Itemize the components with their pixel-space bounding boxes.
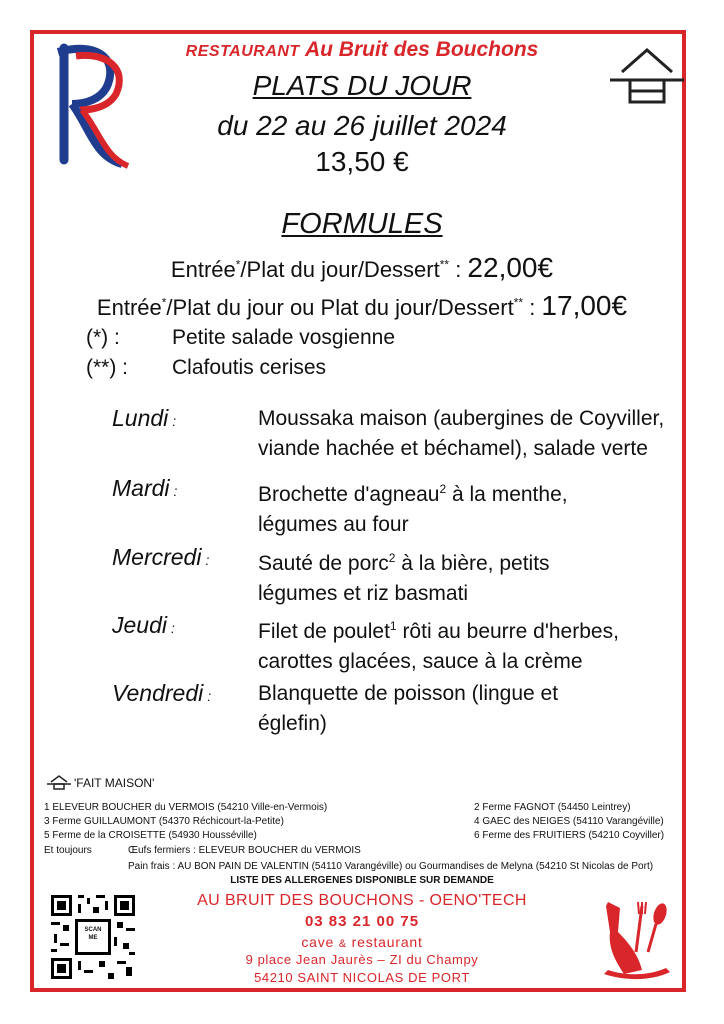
formule-1-mark2: **: [439, 257, 450, 272]
day-label: Jeudi: [112, 612, 167, 638]
formule-2-ou: ou: [289, 295, 315, 320]
sources-right: [474, 801, 664, 843]
day-label: Lundi: [112, 405, 169, 431]
day-colon: :: [207, 688, 212, 704]
dish-lundi: [258, 404, 664, 464]
address-line-2: 54210 SAINT NICOLAS DE PORT: [254, 970, 470, 985]
day-lundi: [112, 405, 176, 432]
restaurant-prefix: RESTAURANT: [185, 43, 300, 60]
allergenes-line: LISTE DES ALLERGENES DISPONIBLE SUR DEMANDE: [230, 875, 494, 886]
day-mardi: [112, 475, 177, 502]
formule-1-mark: *: [235, 257, 241, 272]
oeufs-line: Œufs fermiers : ELEVEUR BOUCHER du VERMOIS: [128, 845, 361, 856]
formule-2-text3: Plat du jour/Dessert: [314, 295, 514, 320]
dish-line: Sauté de porc: [258, 552, 389, 575]
et-toujours: Et toujours: [44, 845, 92, 856]
source-item: 3 Ferme GUILLAUMONT (54370 Réchicourt-la-Petite): [44, 816, 284, 827]
formule-1-text: Entrée: [170, 257, 236, 282]
day-colon: :: [172, 413, 177, 429]
day-vendredi: [112, 680, 211, 707]
pain-line: Pain frais : AU BON PAIN DE VALENTIN (54110 Varangéville) ou Gourmandises de Melyna (54210 St Nicolas de Port): [128, 861, 654, 872]
qr-code[interactable]: [48, 892, 138, 982]
plats-title: PLATS DU JOUR: [252, 70, 472, 101]
dish-sup: 1: [389, 619, 397, 633]
dish-line: Moussaka maison (aubergines de Coyviller,: [258, 407, 665, 430]
dish-line: légumes et riz basmati: [258, 582, 469, 605]
formule-1-text2: /Plat du jour/Dessert: [240, 257, 440, 282]
dish-jeudi: [258, 611, 619, 677]
dish-mercredi: [258, 543, 550, 609]
week-dates: du 22 au 26 juillet 2024: [217, 110, 507, 141]
dish-line: à la menthe,: [446, 483, 568, 506]
fait-maison-small-icon: [46, 774, 72, 790]
dish-line: Blanquette de poisson (lingue et: [258, 682, 559, 705]
dish-line: viande hachée et béchamel), salade verte: [258, 437, 648, 460]
formule-2-mark: *: [161, 295, 167, 310]
day-label: Vendredi: [112, 680, 204, 706]
dish-line: carottes glacées, sauce à la crème: [258, 650, 583, 673]
day-label: Mardi: [112, 475, 170, 501]
source-item: 5 Ferme de la CROISETTE (54930 Housséville): [44, 830, 257, 841]
contact-name: AU BRUIT DES BOUCHONS - OENO'TECH: [197, 892, 527, 909]
formule-2-text2: /Plat du jour: [166, 295, 290, 320]
plat-price: 13,50 €: [315, 146, 409, 177]
contact-phone: 03 83 21 00 75: [304, 913, 420, 930]
restaurant-header: [0, 38, 724, 62]
wine-bottle-cutlery-icon: [598, 892, 676, 982]
formule-2-amount: 17,00€: [541, 290, 628, 321]
dish-line: Brochette d'agneau: [258, 483, 440, 506]
day-mercredi: [112, 544, 209, 571]
dish-line: à la bière, petits: [395, 552, 550, 575]
dish-line: légumes au four: [258, 513, 409, 536]
formule-2-sep: :: [523, 295, 542, 320]
formule-1: [0, 252, 724, 284]
formule-1-amount: 22,00€: [467, 252, 554, 283]
note-text-1: Petite salade vosgienne: [172, 326, 395, 349]
note-text-2: Clafoutis cerises: [172, 356, 327, 379]
day-colon: :: [170, 620, 175, 636]
day-jeudi: [112, 612, 175, 639]
dish-line: rôti au beurre d'herbes,: [396, 620, 619, 643]
dish-line: églefin): [258, 712, 327, 735]
source-item: 4 GAEC des NEIGES (54110 Varangéville): [474, 816, 664, 827]
note-mark-1: (*) :: [86, 326, 120, 349]
day-colon: :: [205, 552, 210, 568]
address-line-1: 9 place Jean Jaurès – ZI du Champy: [245, 952, 479, 967]
formule-2-mark2: **: [513, 295, 524, 310]
formule-1-sep: :: [449, 257, 468, 282]
fait-maison-label: 'FAIT MAISON': [74, 776, 155, 790]
dish-sup: 2: [439, 482, 447, 496]
day-colon: :: [173, 483, 178, 499]
dish-sup: 2: [388, 551, 396, 565]
note-mark-2: (**) :: [86, 356, 128, 379]
day-label: Mercredi: [112, 544, 202, 570]
source-item: 6 Ferme des FRUITIERS (54210 Coyviller): [474, 830, 665, 841]
formule-2: [0, 290, 724, 322]
dish-line: Filet de poulet: [258, 620, 390, 643]
cave-word: cave: [301, 934, 335, 950]
restaurant-word: restaurant: [351, 934, 423, 950]
formules-title: FORMULES: [281, 208, 443, 240]
formule-2-text: Entrée: [96, 295, 162, 320]
source-item: 2 Ferme FAGNOT (54450 Leintrey): [474, 802, 631, 813]
dish-mardi: [258, 474, 568, 540]
qr-scan-label: SCAN ME: [84, 927, 102, 941]
restaurant-name: Au Bruit des Bouchons: [304, 38, 539, 61]
dish-vendredi: [258, 679, 558, 739]
sources-left: [44, 801, 327, 843]
source-item: 1 ELEVEUR BOUCHER du VERMOIS (54210 Ville-en-Vermois): [44, 802, 328, 813]
cave-ampersand: &: [338, 938, 347, 950]
